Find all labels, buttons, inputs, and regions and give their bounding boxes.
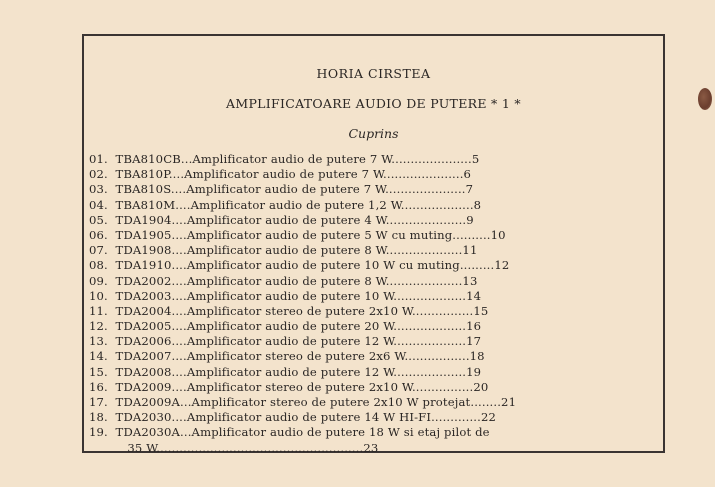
paper-stain bbox=[698, 88, 712, 110]
toc-entry-09: 09. TDA2002....Amplificator audio de putere 8 W....................13 bbox=[89, 273, 478, 288]
toc-entry-10: 10. TDA2003....Amplificator audio de putere 10 W...................14 bbox=[89, 288, 482, 303]
toc-entry-19: 19. TDA2030A...Amplificator audio de putere 18 W si etaj pilot de bbox=[89, 425, 490, 440]
toc-entry-17: 17. TDA2009A...Amplificator stereo de putere 2x10 W protejat........21 bbox=[89, 395, 517, 409]
toc-entry-11: 11. TDA2004....Amplificator stereo de putere 2x10 W................15 bbox=[89, 303, 489, 318]
toc-entry-12: 12. TDA2005....Amplificator audio de putere 20 W...................16 bbox=[89, 319, 482, 334]
toc-entry-15: 15. TDA2008....Amplificator audio de putere 12 W...................19 bbox=[89, 364, 482, 379]
toc-entry-01: 01. TBA810CB...Amplificator audio de putere 7 W.....................5 bbox=[89, 152, 480, 166]
toc-entry-07: 07. TDA1908....Amplificator audio de putere 8 W....................11 bbox=[89, 243, 478, 258]
toc-entry-18: 18. TDA2030....Amplificator audio de putere 14 W HI-FI.............22 bbox=[89, 410, 497, 425]
toc-entry-13: 13. TDA2006....Amplificator audio de putere 12 W...................17 bbox=[89, 334, 482, 349]
contents-heading: Cuprins bbox=[348, 126, 399, 141]
toc-entry-04: 04. TBA810M....Amplificator audio de putere 1,2 W...................8 bbox=[89, 197, 482, 212]
toc-entry-06: 06. TDA1905....Amplificator audio de putere 5 W cu muting..........10 bbox=[89, 227, 506, 242]
toc-entry-19-continued: 35 W......................................................23 bbox=[89, 440, 379, 455]
toc-entry-08: 08. TDA1910....Amplificator audio de putere 10 W cu muting.........12 bbox=[89, 258, 510, 273]
author-name: HORIA CIRSTEA bbox=[316, 66, 431, 81]
book-title: AMPLIFICATOARE AUDIO DE PUTERE * 1 * bbox=[226, 96, 521, 111]
toc-entry-05: 05. TDA1904....Amplificator audio de putere 4 W.....................9 bbox=[89, 212, 474, 227]
table-of-contents bbox=[89, 152, 629, 456]
toc-entry-02: 02. TBA810P....Amplificator audio de putere 7 W.....................6 bbox=[89, 167, 472, 182]
toc-entry-03: 03. TBA810S....Amplificator audio de putere 7 W.....................7 bbox=[89, 182, 474, 197]
toc-entry-14: 14. TDA2007....Amplificator stereo de putere 2x6 W.................18 bbox=[89, 349, 485, 364]
document-frame bbox=[82, 34, 665, 453]
toc-entry-16: 16. TDA2009....Amplificator stereo de putere 2x10 W................20 bbox=[89, 379, 489, 394]
